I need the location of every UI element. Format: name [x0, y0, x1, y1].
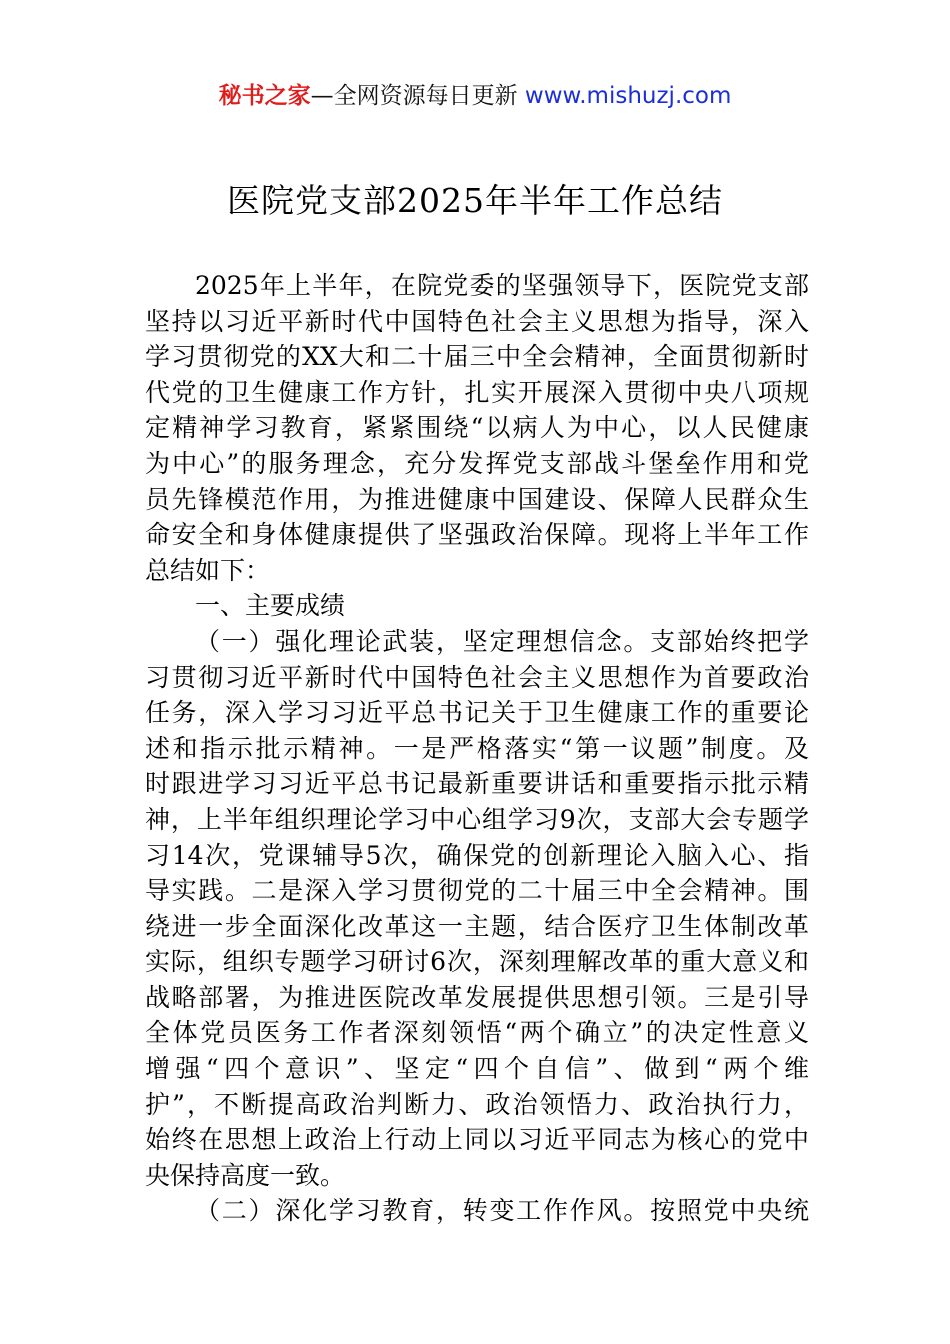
text-line: 增强“四个意识”、坚定“四个自信”、做到“两个维	[145, 1054, 809, 1084]
text-line: 任务，深入学习习近平总书记关于卫生健康工作的重要论	[145, 698, 809, 728]
text-line: 央保持高度一致。	[145, 1160, 346, 1190]
text-line: 一、主要成绩	[195, 591, 346, 621]
text-line: 绕进一步全面深化改革这一主题，结合医疗卫生体制改革	[145, 911, 809, 941]
document-body	[145, 268, 809, 1229]
text-line: 为中心”的服务理念，充分发挥党支部战斗堡垒作用和党	[145, 448, 809, 478]
text-line: 总结如下：	[145, 555, 271, 585]
text-line: 战略部署，为推进医院改革发展提供思想引领。三是引导	[145, 982, 809, 1012]
text-line: 定精神学习教育，紧紧围绕“以病人为中心，以人民健康	[145, 413, 809, 443]
text-line: 全体党员医务工作者深刻领悟“两个确立”的决定性意义	[145, 1018, 809, 1048]
text-line: 习贯彻习近平新时代中国特色社会主义思想作为首要政治	[145, 662, 809, 692]
text-line: 时跟进学习习近平总书记最新重要讲话和重要指示批示精	[145, 769, 809, 799]
site-tagline: —全网资源每日更新	[310, 83, 525, 109]
text-line: 命安全和身体健康提供了坚强政治保障。现将上半年工作	[145, 520, 809, 550]
site-header	[0, 80, 950, 112]
text-line: 神，上半年组织理论学习中心组学习9次，支部大会专题学	[145, 804, 809, 834]
site-brand: 秘书之家	[218, 83, 311, 109]
site-url-link[interactable]: www.mishuzj.com	[524, 83, 732, 109]
text-line: 实际，组织专题学习研讨6次，深刻理解改革的重大意义和	[145, 947, 809, 977]
text-line: 学习贯彻党的XX大和二十届三中全会精神，全面贯彻新时	[145, 342, 809, 372]
text-line: 导实践。二是深入学习贯彻党的二十届三中全会精神。围	[145, 876, 809, 906]
text-line: 习14次，党课辅导5次，确保党的创新理论入脑入心、指	[145, 840, 809, 870]
text-line: 2025年上半年，在院党委的坚强领导下，医院党支部	[195, 271, 809, 300]
text-line: 始终在思想上政治上行动上同以习近平同志为核心的党中	[145, 1125, 809, 1155]
text-line: 员先锋模范作用，为推进健康中国建设、保障人民群众生	[145, 484, 809, 514]
text-line: （二）深化学习教育，转变工作作风。按照党中央统	[195, 1196, 809, 1226]
text-line: 代党的卫生健康工作方针，扎实开展深入贯彻中央八项规	[145, 377, 809, 407]
text-line: 述和指示批示精神。一是严格落实“第一议题”制度。及	[145, 733, 809, 763]
document-title: 医院党支部2025年半年工作总结	[227, 181, 723, 220]
text-line: 护”，不断提高政治判断力、政治领悟力、政治执行力，	[145, 1089, 809, 1119]
text-line: （一）强化理论武装，坚定理想信念。支部始终把学	[195, 626, 809, 656]
text-line: 坚持以习近平新时代中国特色社会主义思想为指导，深入	[145, 306, 809, 336]
